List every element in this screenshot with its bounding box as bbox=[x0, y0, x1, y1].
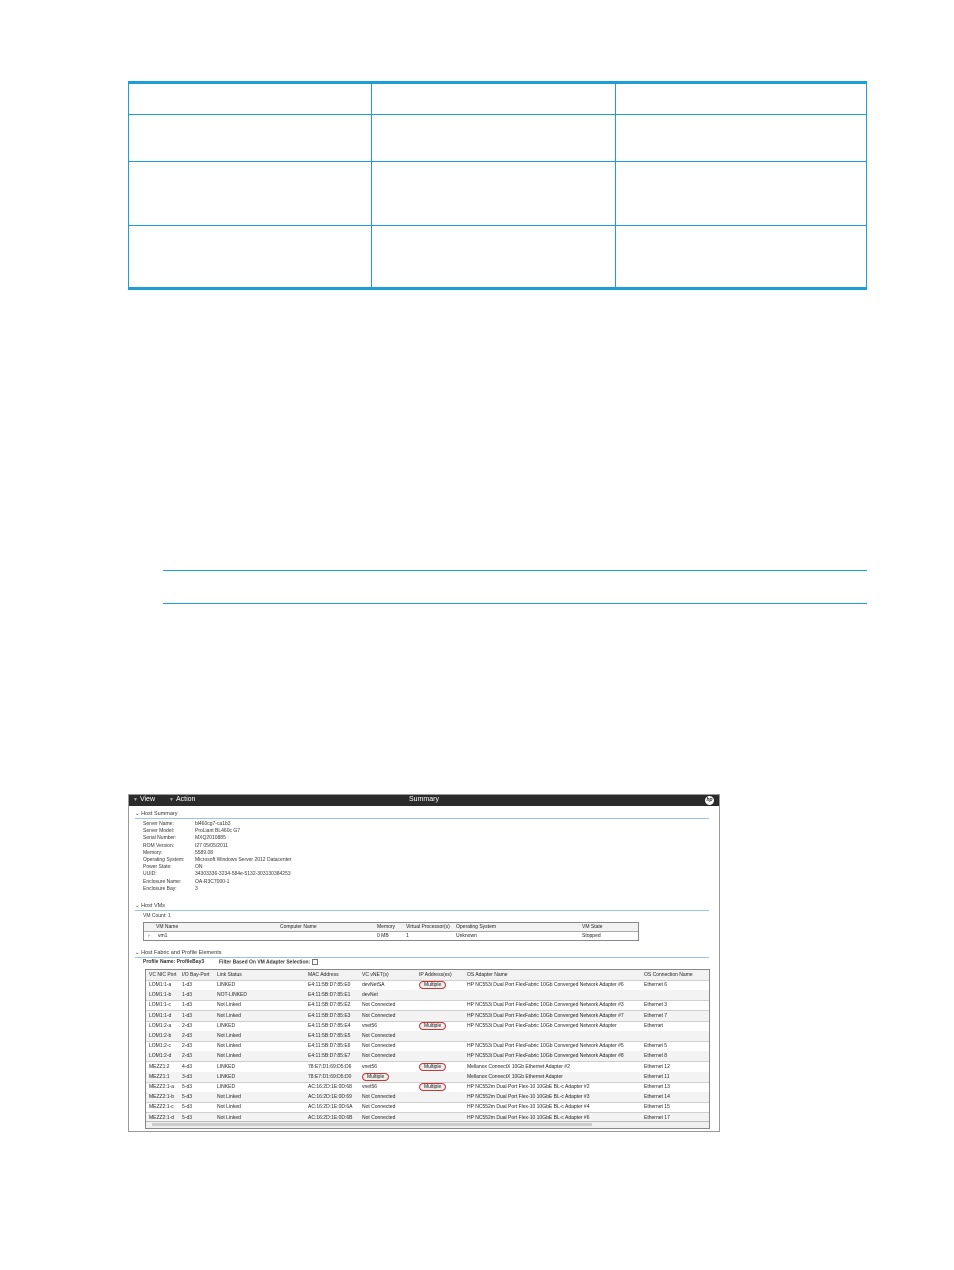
table-cell: Not Linked bbox=[217, 1094, 241, 1101]
filter-label: Filter Based On VM Adapter Selection: bbox=[219, 959, 311, 966]
expand-chevron-icon[interactable]: › bbox=[148, 933, 150, 939]
caret-down-icon: ▼ bbox=[133, 797, 138, 803]
table-cell: devNetSA bbox=[362, 982, 385, 988]
table-cell: Not Connected bbox=[362, 1012, 396, 1019]
column-header[interactable]: VC NIC Port bbox=[149, 972, 177, 978]
host-fabric-header[interactable]: ⌄ Host Fabric and Profile Elements bbox=[135, 950, 222, 956]
profile-name: Profile Name: ProfileBay3 bbox=[143, 959, 205, 965]
table-col-rule bbox=[128, 81, 129, 290]
table-cell: 1 bbox=[406, 933, 409, 939]
multiple-pill[interactable]: Multiple bbox=[362, 1073, 389, 1081]
table-cell: Not Linked bbox=[217, 1012, 241, 1019]
section-rule bbox=[135, 818, 709, 819]
table-cell: HP NC553i Dual Port FlexFabric 10Gb Converged Network Adapter #5 bbox=[467, 1043, 624, 1050]
field-label: Server Model: bbox=[143, 828, 175, 835]
section-rule bbox=[135, 957, 709, 958]
table-cell: AC:16:2D:1E:0D:69 bbox=[308, 1094, 352, 1101]
column-header[interactable]: Link Status bbox=[217, 972, 242, 978]
field-value: MXQ2010885 bbox=[195, 835, 226, 842]
table-cell: 78:E7:D1:69:D5:D6 bbox=[308, 1063, 352, 1070]
table-cell: 3-d3 bbox=[182, 1073, 193, 1080]
table-cell: devNet bbox=[362, 992, 378, 999]
table-cell: Stopped bbox=[582, 933, 601, 939]
table-row-rule bbox=[128, 161, 867, 162]
table-cell: LINKED bbox=[217, 1022, 236, 1029]
table-cell: E4:11:5B:D7:85:E0 bbox=[308, 982, 351, 988]
column-header[interactable]: IP Address(es) bbox=[419, 972, 452, 978]
table-cell: Not Connected bbox=[362, 1094, 396, 1101]
table-cell: E4:11:5B:D7:85:E7 bbox=[308, 1053, 351, 1060]
table-cell: 5-d3 bbox=[182, 1094, 193, 1101]
note-top-rule bbox=[163, 570, 867, 571]
field-label: Memory: bbox=[143, 849, 163, 856]
field-label: Power State: bbox=[143, 864, 172, 871]
table-cell: 1-d3 bbox=[182, 992, 193, 999]
field-label: Operating System: bbox=[143, 857, 185, 863]
table-cell: E4:11:5B:D7:85:E6 bbox=[308, 1043, 351, 1050]
field-value: 5589.08 bbox=[195, 849, 214, 856]
table-cell: Not Linked bbox=[217, 1114, 241, 1121]
table-cell: Ethernet 5 bbox=[644, 1043, 668, 1050]
table-cell: HP NC553i Dual Port FlexFabric 10Gb Converged Network Adapter #3 bbox=[467, 1002, 624, 1009]
section-rule bbox=[135, 910, 709, 911]
table-cell: Not Linked bbox=[217, 1104, 241, 1111]
table-cell: Ethernet 12 bbox=[644, 1063, 670, 1070]
view-menu-label: View bbox=[139, 796, 155, 803]
table-cell: 4-d3 bbox=[182, 1063, 193, 1070]
column-header[interactable]: OS Connection Name bbox=[644, 972, 693, 978]
table-cell: HP NC552m Dual Port Flex-10 10GbE BL-c Adapter #2 bbox=[467, 1084, 590, 1090]
table-cell: LINKED bbox=[217, 1073, 236, 1080]
table-cell: 2-d3 bbox=[182, 1033, 193, 1039]
table-cell: 78:E7:D1:69:D5:D0 bbox=[308, 1073, 352, 1080]
table-cell: vnet56 bbox=[362, 1084, 378, 1090]
vm-table-header bbox=[144, 923, 638, 932]
table-cell: Unknown bbox=[456, 933, 477, 939]
table-cell: E4:11:5B:D7:85:E2 bbox=[308, 1002, 351, 1009]
field-label: Server Name: bbox=[143, 821, 174, 827]
table-cell: 5-d3 bbox=[182, 1114, 193, 1121]
table-cell: Ethernet 14 bbox=[644, 1094, 670, 1101]
filter-checkbox[interactable] bbox=[312, 959, 318, 965]
vm-table-body bbox=[144, 932, 638, 940]
table-cell: Not Connected bbox=[362, 1053, 396, 1060]
table-bottom-rule bbox=[128, 287, 867, 290]
table-cell: HP NC553i Dual Port FlexFabric 10Gb Converged Network Adapter bbox=[467, 1022, 617, 1029]
table-cell: Ethernet 8 bbox=[644, 1053, 668, 1060]
table-cell: LINKED bbox=[217, 1084, 236, 1090]
column-header[interactable]: OS Adapter Name bbox=[467, 972, 508, 978]
section-title: Host VMs bbox=[141, 903, 165, 909]
field-value: I27 05/05/2011 bbox=[195, 842, 228, 849]
field-value: ON bbox=[195, 864, 203, 871]
horizontal-scrollbar[interactable] bbox=[146, 1121, 709, 1128]
field-value: bl460cg7-ca1b3 bbox=[195, 821, 231, 827]
field-label: UUID: bbox=[143, 871, 157, 878]
table-cell: HP NC552m Dual Port Flex-10 10GbE BL-c Adapter #4 bbox=[467, 1104, 590, 1111]
table-cell: 5-d3 bbox=[182, 1104, 193, 1111]
vm-count: VM Count: 1 bbox=[143, 913, 171, 919]
table-cell: Not Connected bbox=[362, 1002, 396, 1009]
multiple-button[interactable] bbox=[419, 981, 446, 989]
field-value: OA-R3C7000-1 bbox=[195, 878, 230, 885]
table-cell: MEZZ2:1-d bbox=[149, 1114, 175, 1121]
multiple-button[interactable] bbox=[362, 1073, 389, 1081]
table-cell: MEZZ1:1 bbox=[149, 1073, 170, 1080]
title-bar bbox=[129, 795, 719, 806]
multiple-button[interactable] bbox=[419, 1063, 446, 1071]
table-cell: E4:11:5B:D7:85:E3 bbox=[308, 1012, 351, 1019]
table-cell: Ethernet 7 bbox=[644, 1012, 668, 1019]
table-cell: Not Linked bbox=[217, 1033, 241, 1039]
table-cell: vm1 bbox=[158, 933, 168, 939]
table-cell: MEZZ2:1-a bbox=[149, 1084, 175, 1090]
table-col-rule bbox=[371, 84, 372, 287]
column-header[interactable]: VC vNET(s) bbox=[362, 972, 389, 978]
table-top-rule bbox=[128, 81, 867, 84]
table-cell: LOM1:2-d bbox=[149, 1053, 172, 1060]
table-cell: 1-d3 bbox=[182, 1002, 193, 1009]
fabric-table bbox=[145, 969, 710, 1129]
note-bottom-rule bbox=[163, 603, 867, 604]
multiple-pill[interactable]: Multiple bbox=[419, 981, 446, 989]
field-label: Enclosure Bay: bbox=[143, 885, 177, 892]
table-cell: Mellanox ConnectX 10Gb Ethernet Adapter bbox=[467, 1073, 563, 1080]
table-cell: AC:16:2D:1E:0D:6B bbox=[308, 1114, 353, 1121]
table-cell: LOM1:2-b bbox=[149, 1033, 172, 1039]
field-label: ROM Version: bbox=[143, 842, 175, 849]
section-title: Host Fabric and Profile Elements bbox=[141, 950, 222, 956]
table-cell: MEZZ2:1-c bbox=[149, 1104, 174, 1111]
table-cell: HP NC552m Dual Port Flex-10 10GbE BL-c Adapter #6 bbox=[467, 1114, 590, 1121]
table-cell: Not Linked bbox=[217, 1053, 241, 1060]
table-cell: E4:11:5B:D7:85:E5 bbox=[308, 1033, 351, 1039]
table-col-rule bbox=[615, 84, 616, 287]
table-cell: MEZZ1:2 bbox=[149, 1063, 170, 1070]
action-menu-label: Action bbox=[175, 796, 196, 803]
field-value: Microsoft Windows Server 2012 Datacenter bbox=[195, 857, 292, 863]
table-cell: Ethernet 6 bbox=[644, 982, 668, 988]
table-cell: Not Connected bbox=[362, 1104, 396, 1111]
table-cell: AC:16:2D:1E:0D:6A bbox=[308, 1104, 353, 1111]
table-cell: 0 MB bbox=[377, 933, 389, 939]
host-summary-header[interactable]: ⌄ Host Summary bbox=[135, 811, 178, 817]
column-header[interactable]: Memory bbox=[377, 924, 396, 930]
table-cell: LOM1:1-d bbox=[149, 1012, 172, 1019]
column-header[interactable]: Computer Name bbox=[280, 924, 317, 930]
table-row-rule bbox=[128, 114, 867, 115]
table-cell: Ethernet 15 bbox=[644, 1104, 670, 1111]
filter-option bbox=[219, 959, 318, 965]
table-cell: Not Connected bbox=[362, 1043, 396, 1050]
table-cell: MEZZ2:1-b bbox=[149, 1094, 175, 1101]
section-title: Host Summary bbox=[141, 811, 178, 817]
field-value: 34303336-3234-584e-5132-303130384253 bbox=[195, 871, 291, 878]
scrollbar-thumb[interactable] bbox=[152, 1123, 592, 1126]
caret-down-icon: ▼ bbox=[169, 797, 174, 803]
table-cell: 2-d3 bbox=[182, 1022, 193, 1029]
table-cell: Not Connected bbox=[362, 1033, 396, 1039]
multiple-button[interactable] bbox=[419, 1083, 446, 1091]
table-cell: Not Linked bbox=[217, 1002, 241, 1009]
table-cell: vnet56 bbox=[362, 1063, 378, 1070]
field-label: Enclosure Name: bbox=[143, 878, 182, 885]
table-cell: LINKED bbox=[217, 982, 236, 988]
host-vms-header[interactable]: ⌄ Host VMs bbox=[135, 903, 165, 909]
table-cell: Ethernet 17 bbox=[644, 1114, 670, 1121]
table-row-rule bbox=[128, 225, 867, 226]
vm-table bbox=[143, 922, 639, 941]
table-cell: LOM1:2-a bbox=[149, 1022, 172, 1029]
field-label: Serial Number: bbox=[143, 835, 177, 842]
table-cell: vnet56 bbox=[362, 1022, 378, 1029]
column-header[interactable]: MAC Address bbox=[308, 972, 339, 978]
table-cell: Ethernet bbox=[644, 1022, 663, 1029]
table-cell: 1-d3 bbox=[182, 982, 193, 988]
table-cell: LINKED bbox=[217, 1063, 236, 1070]
column-header[interactable]: Operating System bbox=[456, 924, 497, 930]
column-header[interactable]: I/O Bay-Port bbox=[182, 972, 210, 978]
column-header[interactable]: VM Name bbox=[156, 924, 179, 930]
multiple-pill[interactable]: Multiple bbox=[419, 1083, 446, 1091]
hp-logo-icon: hp bbox=[706, 797, 713, 803]
table-cell: HP NC553i Dual Port FlexFabric 10Gb Converged Network Adapter #6 bbox=[467, 982, 624, 988]
table-cell: AC:16:2D:1E:0D:68 bbox=[308, 1084, 352, 1090]
table-cell: Ethernet 13 bbox=[644, 1084, 670, 1090]
table-row[interactable] bbox=[144, 932, 638, 940]
table-cell: Ethernet 3 bbox=[644, 1002, 668, 1009]
table-cell: 5-d3 bbox=[182, 1084, 193, 1090]
table-cell: Ethernet 11 bbox=[644, 1073, 670, 1080]
table-cell: LOM1:1-b bbox=[149, 992, 172, 999]
multiple-pill[interactable]: Multiple bbox=[419, 1063, 446, 1071]
multiple-pill[interactable]: Multiple bbox=[419, 1022, 446, 1030]
field-value: ProLiant BL460c G7 bbox=[195, 828, 241, 835]
table-cell: Mellanox ConnectX 10Gb Ethernet Adapter #2 bbox=[467, 1063, 570, 1070]
table-cell: E4:11:5B:D7:85:E4 bbox=[308, 1022, 351, 1029]
column-header[interactable]: Virtual Processor(s) bbox=[406, 924, 450, 930]
field-value: 3 bbox=[195, 885, 198, 892]
table-cell: LOM1:2-c bbox=[149, 1043, 171, 1050]
table-cell: 2-d3 bbox=[182, 1043, 193, 1050]
window-title: Summary bbox=[409, 796, 439, 803]
summary-screenshot bbox=[128, 794, 720, 1132]
table-cell: HP NC553i Dual Port FlexFabric 10Gb Converged Network Adapter #7 bbox=[467, 1012, 624, 1019]
table-col-rule bbox=[866, 81, 867, 290]
table-cell: NOT-LINKED bbox=[217, 992, 248, 999]
table-cell: LOM1:1-a bbox=[149, 982, 172, 988]
table-cell: 2-d3 bbox=[182, 1053, 193, 1060]
table-cell: HP NC552m Dual Port Flex-10 10GbE BL-c Adapter #3 bbox=[467, 1094, 590, 1101]
multiple-button[interactable] bbox=[419, 1022, 446, 1030]
table-cell: E4:11:5B:D7:85:E1 bbox=[308, 992, 351, 999]
table-cell: 1-d3 bbox=[182, 1012, 193, 1019]
column-header[interactable]: VM State bbox=[582, 924, 603, 930]
table-cell: Not Connected bbox=[362, 1114, 396, 1121]
table-cell: Not Linked bbox=[217, 1043, 241, 1050]
table-cell: HP NC553i Dual Port FlexFabric 10Gb Converged Network Adapter #8 bbox=[467, 1053, 624, 1060]
table-cell: LOM1:1-c bbox=[149, 1002, 171, 1009]
